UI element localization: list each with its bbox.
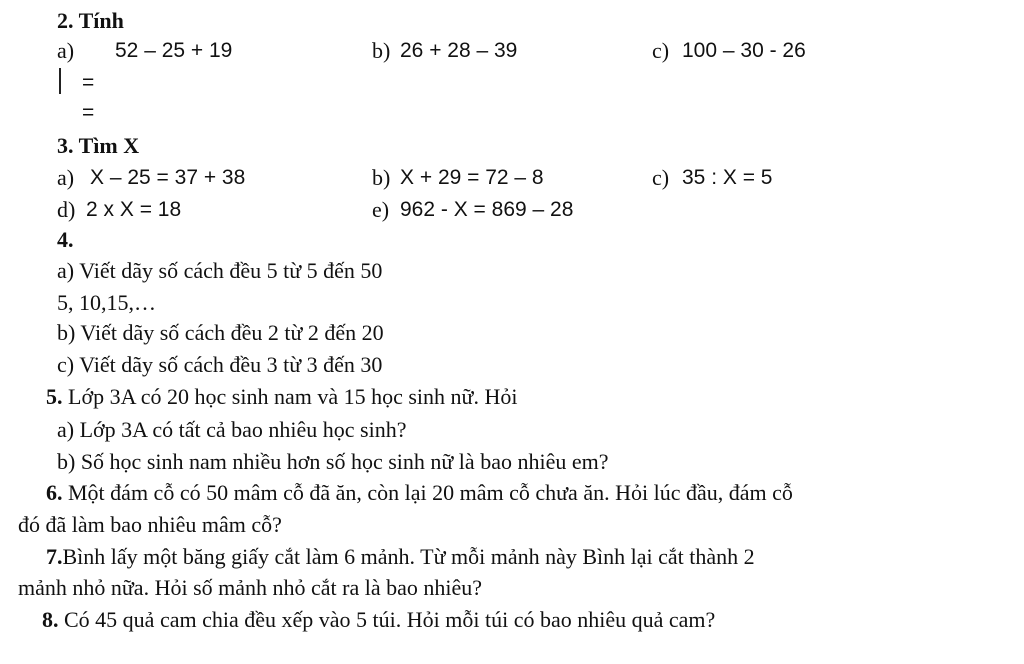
section-7-line-2: mảnh nhỏ nữa. Hỏi số mảnh nhỏ cắt ra là bao nhiêu? xyxy=(18,575,483,600)
item-2c-expression: 100 – 30 - 26 xyxy=(682,39,806,62)
item-3d-label: d) xyxy=(57,197,76,222)
cropped-top-text xyxy=(0,0,1024,3)
section-6-line-1 xyxy=(46,480,793,506)
item-3b-label: b) xyxy=(372,165,391,190)
section-5-text: Lớp 3A có 20 học sinh nam và 15 học sinh nữ. Hỏi xyxy=(62,384,518,409)
item-4a: a) Viết dãy số cách đều 5 từ 5 đến 50 xyxy=(57,258,383,283)
item-3a-label: a) xyxy=(57,165,75,190)
section-8-number: 8. xyxy=(42,607,59,632)
section-6-line-2: đó đã làm bao nhiêu mâm cỗ? xyxy=(18,512,282,537)
item-2a-label: a) xyxy=(57,38,75,63)
section-8-text: Có 45 quả cam chia đều xếp vào 5 túi. Hỏi mỗi túi có bao nhiêu quả cam? xyxy=(58,607,716,632)
section-4-title: 4. xyxy=(57,227,74,252)
item-2b-expression: 26 + 28 – 39 xyxy=(400,39,518,62)
item-3a-expression: X – 25 = 37 + 38 xyxy=(90,166,246,189)
item-4b: b) Viết dãy số cách đều 2 từ 2 đến 20 xyxy=(57,320,384,345)
item-4c: c) Viết dãy số cách đều 3 từ 3 đến 30 xyxy=(57,352,383,377)
item-3c-label: c) xyxy=(652,165,670,190)
item-3b-expression: X + 29 = 72 – 8 xyxy=(400,166,544,189)
section-7-line-1 xyxy=(46,544,755,570)
item-2c-label: c) xyxy=(652,38,670,63)
answer-line-1: = xyxy=(82,71,95,94)
section-7-text: Bình lấy một băng giấy cắt làm 6 mảnh. Từ mỗi mảnh này Bình lại cắt thành 2 xyxy=(62,544,755,569)
section-3-title: 3. Tìm X xyxy=(57,133,140,158)
item-3e-expression: 962 - X = 869 – 28 xyxy=(400,198,574,221)
item-3e-label: e) xyxy=(372,197,390,222)
section-6-number: 6. xyxy=(46,480,63,505)
section-7-number: 7. xyxy=(46,544,63,569)
answer-line-2: = xyxy=(82,101,95,124)
item-2a-expression: 52 – 25 + 19 xyxy=(115,39,233,62)
item-5a: a) Lớp 3A có tất cả bao nhiêu học sinh? xyxy=(57,417,407,442)
item-5b: b) Số học sinh nam nhiều hơn số học sinh nữ là bao nhiêu em? xyxy=(57,449,609,474)
item-2b-label: b) xyxy=(372,38,391,63)
item-3d-expression: 2 x X = 18 xyxy=(86,198,182,221)
section-6-text: Một đám cỗ có 50 mâm cỗ đã ăn, còn lại 20 mâm cỗ chưa ăn. Hỏi lúc đầu, đám cỗ xyxy=(62,480,793,505)
section-5-question xyxy=(46,384,517,410)
section-8-question xyxy=(42,607,715,633)
section-5-number: 5. xyxy=(46,384,63,409)
section-2-title: 2. Tính xyxy=(57,8,124,33)
text-cursor[interactable] xyxy=(59,68,61,94)
item-3c-expression: 35 : X = 5 xyxy=(682,166,773,189)
item-4a-answer: 5, 10,15,… xyxy=(57,290,156,315)
